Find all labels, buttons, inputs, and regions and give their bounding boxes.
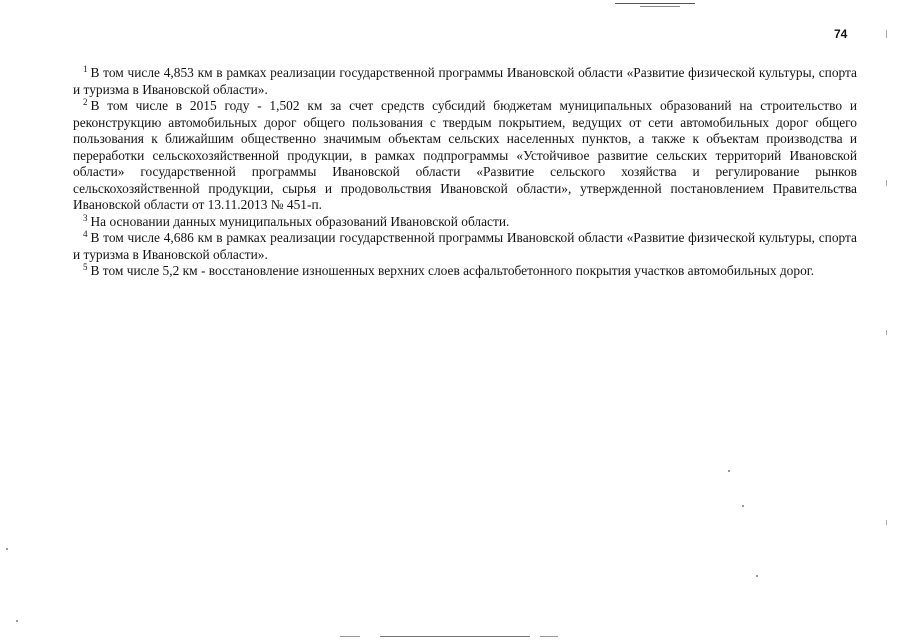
scan-artifact-mark [886, 30, 887, 38]
footnote-text: В том числе 4,686 км в рамках реализации государственной программы Ивановской области «Развитие физической культуры, спорта и туризма в Ивановской области». [73, 230, 857, 262]
footnote-text: В том числе в 2015 году - 1,502 км за счет средств субсидий бюджетам муниципальных образований на строительство и реконструкцию автомобильных дорог общего пользования с твердым покрытием, ведущих от сети автомобильных дорог общего пользования к ближайшим общественно значимым объектам сельских населенных пунктов, а также к объектам производства и переработки сельскохозяйственной продукции, в рамках подпрограммы «Устойчивое развитие сельских территорий Ивановской области» государственной программы Ивановской области «Развитие сельского хозяйства и регулирование рынков сельскохозяйственной продукции, сырья и продовольствия Ивановской области», утвержденной постановлением Правительства Ивановской области от 13.11.2013 № 451-п. [73, 98, 857, 212]
scan-artifact-dot [6, 548, 8, 550]
scan-artifact-dot [756, 575, 758, 577]
footnote-3 [73, 214, 857, 231]
scan-artifact-mark [886, 520, 887, 525]
page-number: 74 [834, 27, 848, 41]
scan-artifact-dot [728, 470, 730, 472]
footnote-marker: 2 [83, 97, 88, 107]
scan-artifact-mark [886, 330, 887, 335]
footnote-marker: 1 [83, 64, 88, 74]
scan-artifact-mark [886, 180, 887, 186]
scan-artifact-line [340, 636, 360, 637]
footnote-text: В том числе 5,2 км - восстановление изношенных верхних слоев асфальтобетонного покрытия участков автомобильных дорог. [90, 263, 815, 278]
footnote-text: В том числе 4,853 км в рамках реализации государственной программы Ивановской области «Развитие физической культуры, спорта и туризма в Ивановской области». [73, 65, 857, 97]
footnote-2 [73, 98, 857, 214]
footnotes-section [73, 65, 857, 280]
footnote-marker: 4 [83, 229, 88, 239]
footnote-1 [73, 65, 857, 98]
scan-artifact-dot [16, 620, 18, 622]
scan-artifact-line [380, 636, 530, 637]
footnote-5 [73, 263, 857, 280]
footnote-marker: 3 [83, 212, 88, 223]
footnote-4 [73, 230, 857, 263]
footnote-marker: 5 [83, 262, 88, 272]
scan-artifact-dot [742, 505, 744, 507]
scan-artifact-line [615, 3, 695, 4]
scan-artifact-line [540, 636, 558, 637]
scan-artifact-line [640, 6, 680, 7]
footnote-text: На основании данных муниципальных образований Ивановской области. [90, 213, 510, 229]
